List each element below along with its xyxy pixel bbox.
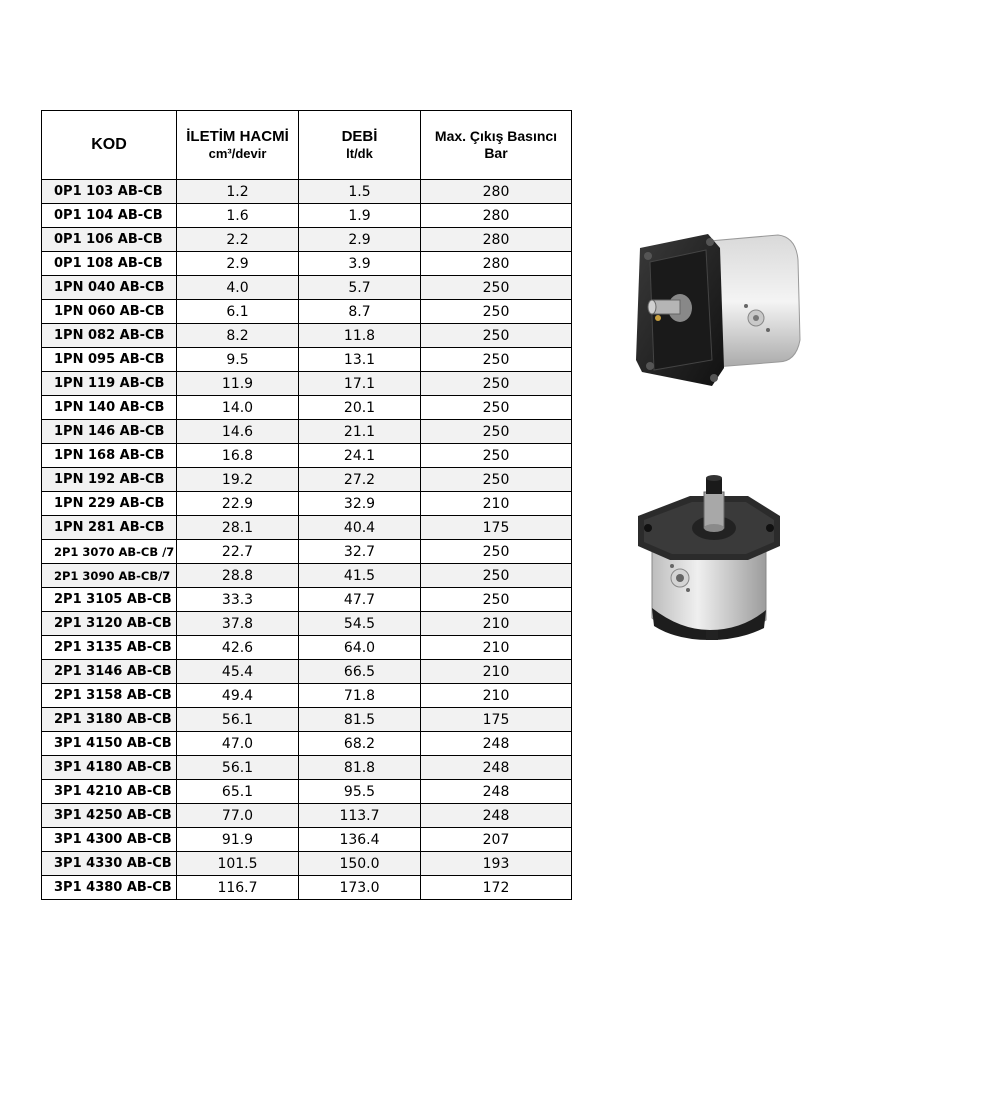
cell-flow: 24.1 [299, 444, 421, 468]
cell-code: 3P1 4150 AB-CB [42, 732, 177, 756]
cell-code: 2P1 3180 AB-CB [42, 708, 177, 732]
cell-flow: 66.5 [299, 660, 421, 684]
cell-displacement: 16.8 [177, 444, 299, 468]
cell-code: 2P1 3070 AB-CB /7 [42, 540, 177, 564]
cell-pressure: 280 [421, 180, 572, 204]
cell-flow: 2.9 [299, 228, 421, 252]
table-row [42, 708, 572, 732]
table-body [42, 180, 572, 900]
cell-displacement: 19.2 [177, 468, 299, 492]
cell-pressure: 210 [421, 636, 572, 660]
table-row [42, 180, 572, 204]
cell-flow: 54.5 [299, 612, 421, 636]
cell-pressure: 172 [421, 876, 572, 900]
cell-flow: 41.5 [299, 564, 421, 588]
gear-pump-side-view-icon [628, 190, 828, 390]
table-row [42, 348, 572, 372]
table-row [42, 372, 572, 396]
cell-code: 1PN 146 AB-CB [42, 420, 177, 444]
cell-pressure: 207 [421, 828, 572, 852]
cell-displacement: 22.7 [177, 540, 299, 564]
cell-pressure: 280 [421, 252, 572, 276]
cell-pressure: 250 [421, 324, 572, 348]
cell-pressure: 248 [421, 780, 572, 804]
cell-code: 1PN 229 AB-CB [42, 492, 177, 516]
cell-displacement: 14.6 [177, 420, 299, 444]
cell-code: 2P1 3120 AB-CB [42, 612, 177, 636]
cell-displacement: 49.4 [177, 684, 299, 708]
cell-pressure: 250 [421, 564, 572, 588]
header-code: KOD [42, 111, 177, 180]
table-row [42, 828, 572, 852]
cell-code: 1PN 192 AB-CB [42, 468, 177, 492]
header-pressure: Max. Çıkış Basıncı Bar [421, 111, 572, 180]
cell-code: 3P1 4180 AB-CB [42, 756, 177, 780]
cell-pressure: 210 [421, 660, 572, 684]
cell-flow: 27.2 [299, 468, 421, 492]
cell-code: 3P1 4330 AB-CB [42, 852, 177, 876]
table-row [42, 492, 572, 516]
cell-pressure: 250 [421, 420, 572, 444]
cell-flow: 47.7 [299, 588, 421, 612]
cell-code: 0P1 108 AB-CB [42, 252, 177, 276]
cell-displacement: 1.6 [177, 204, 299, 228]
cell-displacement: 37.8 [177, 612, 299, 636]
cell-displacement: 2.2 [177, 228, 299, 252]
cell-code: 3P1 4380 AB-CB [42, 876, 177, 900]
table-header-row [42, 111, 572, 180]
cell-pressure: 175 [421, 516, 572, 540]
cell-flow: 17.1 [299, 372, 421, 396]
cell-pressure: 210 [421, 492, 572, 516]
table-row [42, 276, 572, 300]
table-row [42, 540, 572, 564]
cell-displacement: 56.1 [177, 708, 299, 732]
cell-displacement: 6.1 [177, 300, 299, 324]
cell-displacement: 14.0 [177, 396, 299, 420]
cell-flow: 20.1 [299, 396, 421, 420]
cell-code: 0P1 103 AB-CB [42, 180, 177, 204]
cell-code: 0P1 104 AB-CB [42, 204, 177, 228]
cell-displacement: 9.5 [177, 348, 299, 372]
cell-flow: 11.8 [299, 324, 421, 348]
cell-displacement: 101.5 [177, 852, 299, 876]
cell-displacement: 77.0 [177, 804, 299, 828]
cell-pressure: 250 [421, 444, 572, 468]
table-row [42, 468, 572, 492]
spec-table [41, 110, 572, 900]
cell-pressure: 248 [421, 804, 572, 828]
cell-flow: 40.4 [299, 516, 421, 540]
cell-code: 2P1 3146 AB-CB [42, 660, 177, 684]
cell-displacement: 45.4 [177, 660, 299, 684]
cell-flow: 68.2 [299, 732, 421, 756]
cell-code: 1PN 168 AB-CB [42, 444, 177, 468]
cell-pressure: 250 [421, 540, 572, 564]
cell-displacement: 4.0 [177, 276, 299, 300]
cell-code: 1PN 119 AB-CB [42, 372, 177, 396]
cell-code: 2P1 3158 AB-CB [42, 684, 177, 708]
table-row [42, 228, 572, 252]
cell-flow: 13.1 [299, 348, 421, 372]
cell-code: 2P1 3135 AB-CB [42, 636, 177, 660]
cell-flow: 8.7 [299, 300, 421, 324]
cell-pressure: 248 [421, 756, 572, 780]
cell-flow: 64.0 [299, 636, 421, 660]
cell-pressure: 175 [421, 708, 572, 732]
cell-pressure: 250 [421, 588, 572, 612]
table-row [42, 420, 572, 444]
cell-flow: 150.0 [299, 852, 421, 876]
cell-code: 2P1 3105 AB-CB [42, 588, 177, 612]
gear-pump-top-view-icon [630, 470, 790, 645]
table-row [42, 564, 572, 588]
cell-flow: 1.5 [299, 180, 421, 204]
cell-code: 1PN 281 AB-CB [42, 516, 177, 540]
cell-displacement: 116.7 [177, 876, 299, 900]
cell-pressure: 210 [421, 684, 572, 708]
cell-code: 0P1 106 AB-CB [42, 228, 177, 252]
cell-pressure: 250 [421, 396, 572, 420]
header-flow: DEBİ lt/dk [299, 111, 421, 180]
table-row [42, 252, 572, 276]
table-row [42, 396, 572, 420]
cell-displacement: 28.8 [177, 564, 299, 588]
cell-displacement: 22.9 [177, 492, 299, 516]
cell-displacement: 91.9 [177, 828, 299, 852]
cell-flow: 21.1 [299, 420, 421, 444]
table-row [42, 204, 572, 228]
cell-displacement: 11.9 [177, 372, 299, 396]
cell-pressure: 193 [421, 852, 572, 876]
cell-pressure: 250 [421, 348, 572, 372]
cell-flow: 32.7 [299, 540, 421, 564]
cell-flow: 81.8 [299, 756, 421, 780]
cell-code: 1PN 095 AB-CB [42, 348, 177, 372]
cell-displacement: 1.2 [177, 180, 299, 204]
cell-displacement: 28.1 [177, 516, 299, 540]
table-row [42, 876, 572, 900]
table-row [42, 324, 572, 348]
cell-flow: 32.9 [299, 492, 421, 516]
cell-code: 1PN 040 AB-CB [42, 276, 177, 300]
cell-flow: 1.9 [299, 204, 421, 228]
cell-code: 1PN 060 AB-CB [42, 300, 177, 324]
cell-flow: 95.5 [299, 780, 421, 804]
table-row [42, 300, 572, 324]
cell-displacement: 65.1 [177, 780, 299, 804]
cell-code: 3P1 4300 AB-CB [42, 828, 177, 852]
cell-code: 2P1 3090 AB-CB/7 [42, 564, 177, 588]
table-row [42, 636, 572, 660]
cell-displacement: 47.0 [177, 732, 299, 756]
cell-displacement: 33.3 [177, 588, 299, 612]
cell-pressure: 280 [421, 204, 572, 228]
header-displacement: İLETİM HACMİ cm³/devir [177, 111, 299, 180]
cell-displacement: 2.9 [177, 252, 299, 276]
cell-pressure: 250 [421, 276, 572, 300]
cell-pressure: 250 [421, 372, 572, 396]
cell-code: 3P1 4210 AB-CB [42, 780, 177, 804]
cell-flow: 173.0 [299, 876, 421, 900]
cell-displacement: 56.1 [177, 756, 299, 780]
cell-flow: 81.5 [299, 708, 421, 732]
cell-displacement: 42.6 [177, 636, 299, 660]
table-row [42, 732, 572, 756]
cell-flow: 113.7 [299, 804, 421, 828]
table-row [42, 444, 572, 468]
cell-pressure: 248 [421, 732, 572, 756]
cell-pressure: 280 [421, 228, 572, 252]
table-row [42, 852, 572, 876]
cell-flow: 3.9 [299, 252, 421, 276]
cell-code: 1PN 082 AB-CB [42, 324, 177, 348]
table-row [42, 612, 572, 636]
cell-code: 1PN 140 AB-CB [42, 396, 177, 420]
cell-pressure: 210 [421, 612, 572, 636]
cell-flow: 136.4 [299, 828, 421, 852]
cell-displacement: 8.2 [177, 324, 299, 348]
table-row [42, 588, 572, 612]
table-row [42, 756, 572, 780]
cell-code: 3P1 4250 AB-CB [42, 804, 177, 828]
table-row [42, 684, 572, 708]
table-row [42, 660, 572, 684]
table-row [42, 516, 572, 540]
cell-pressure: 250 [421, 300, 572, 324]
table-row [42, 804, 572, 828]
cell-flow: 71.8 [299, 684, 421, 708]
cell-pressure: 250 [421, 468, 572, 492]
table-row [42, 780, 572, 804]
cell-flow: 5.7 [299, 276, 421, 300]
